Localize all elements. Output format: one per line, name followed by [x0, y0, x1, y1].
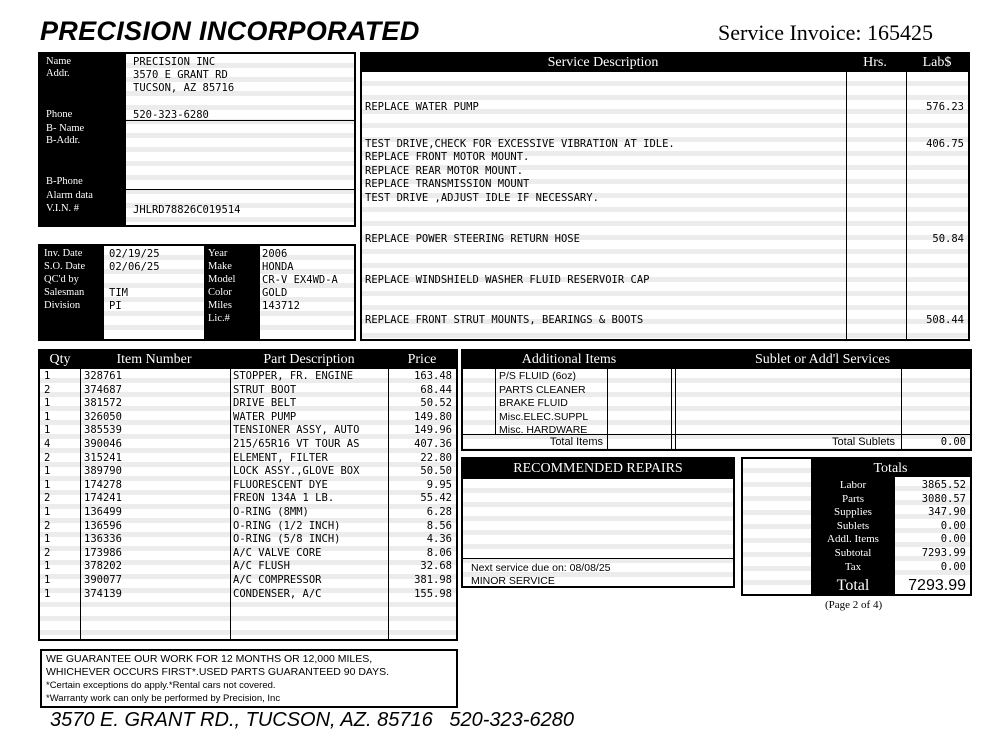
- part-item-number: 390077: [84, 574, 122, 586]
- table-row: [40, 506, 456, 520]
- part-price: 8.06: [426, 546, 452, 559]
- vin-label: V.I.N. #: [46, 203, 80, 214]
- price-header: Price: [407, 352, 437, 367]
- totals-header: [811, 459, 970, 477]
- table-row: [40, 370, 456, 384]
- part-qty: 1: [44, 587, 51, 600]
- service-amount: 50.84: [932, 233, 964, 245]
- lic-label: Lic.#: [208, 313, 230, 324]
- table-row: [40, 397, 456, 411]
- additional-items-list: [499, 370, 607, 438]
- table-row: [40, 465, 456, 479]
- baddr-label: B-Addr.: [46, 135, 81, 146]
- part-description: 215/65R16 VT TOUR AS: [233, 438, 360, 450]
- parts-box: [38, 349, 458, 641]
- part-description: ELEMENT, FILTER: [233, 451, 328, 464]
- recommended-header: RECOMMENDED REPAIRS: [463, 459, 733, 479]
- footer-address: 3570 E. GRANT RD., TUCSON, AZ. 85716 520-323-6280: [50, 709, 574, 731]
- service-line: TEST DRIVE ,ADJUST IDLE IF NECESSARY.: [365, 191, 599, 204]
- totals-label: Subtotal: [834, 547, 872, 559]
- part-item-number: 378202: [84, 560, 122, 573]
- part-price: 32.68: [420, 560, 452, 573]
- totals-label: Labor: [839, 479, 867, 491]
- part-qty: 1: [44, 506, 51, 518]
- part-price: 163.48: [414, 370, 452, 382]
- part-price: 9.95: [426, 478, 452, 491]
- part-price: 8.56: [426, 519, 452, 532]
- part-qty: 1: [44, 574, 51, 586]
- part-qty: 1: [44, 560, 51, 573]
- part-qty: 1: [44, 397, 51, 410]
- part-qty: 1: [44, 478, 51, 491]
- company-name: PRECISION INCORPORATED: [40, 16, 420, 46]
- grand-total-label-text: Total: [836, 577, 870, 594]
- part-price: 149.80: [414, 410, 452, 423]
- totals-box: [741, 457, 972, 596]
- part-item-number: 174241: [84, 492, 122, 505]
- service-list: [362, 72, 968, 339]
- color-label: Color: [208, 287, 232, 298]
- guarantee-line-3: *Certain exceptions do apply.*Rental cars not covered.: [46, 680, 276, 691]
- additional-item: Misc.ELEC.SUPPL: [499, 410, 589, 423]
- part-item-number: 381572: [84, 397, 122, 410]
- table-row: [40, 438, 456, 452]
- part-description: A/C FLUSH: [233, 560, 290, 573]
- service-line: REPLACE TRANSMISSION MOUNT: [365, 178, 530, 191]
- customer-addr1: 3570 E GRANT RD: [133, 69, 228, 81]
- make-value: HONDA: [262, 261, 294, 273]
- table-row: [40, 588, 456, 602]
- guarantee-line-4: *Warranty work can only be performed by Precision, Inc: [46, 693, 281, 704]
- total-items-label: Total Items: [549, 436, 603, 448]
- totals-value: 347.90: [928, 506, 966, 519]
- vehicle-label-column: [204, 246, 260, 339]
- name-label: Name: [46, 56, 72, 67]
- service-line: REPLACE FRONT MOTOR MOUNT.: [365, 151, 530, 164]
- inv-date-label: Inv. Date: [44, 248, 83, 259]
- service-line: TEST DRIVE,CHECK FOR EXCESSIVE VIBRATION AT IDLE.: [365, 138, 675, 150]
- part-item-number: 136499: [84, 506, 122, 518]
- totals-value: 7293.99: [921, 547, 966, 559]
- totals-label: Tax: [844, 560, 862, 573]
- totals-label: Parts: [842, 492, 864, 505]
- total-sublets-value: 0.00: [940, 436, 966, 448]
- guarantee-line-1: WE GUARANTEE OUR WORK FOR 12 MONTHS OR 12,000 MILES,: [46, 653, 373, 665]
- part-price: 68.44: [420, 383, 452, 396]
- part-price: 149.96: [414, 424, 452, 437]
- customer-addr2: TUCSON, AZ 85716: [133, 82, 235, 94]
- lab-header: Lab$: [922, 55, 952, 70]
- table-row: [40, 411, 456, 425]
- part-description: A/C COMPRESSOR: [233, 574, 322, 586]
- part-description: A/C VALVE CORE: [233, 546, 322, 559]
- part-description: TENSIONER ASSY, AUTO: [233, 424, 360, 437]
- part-price: 381.98: [414, 574, 452, 586]
- part-item-number: 390046: [84, 438, 122, 450]
- part-description: STOPPER, FR. ENGINE: [233, 370, 354, 382]
- color-value: GOLD: [262, 287, 288, 299]
- table-row: [40, 520, 456, 534]
- guarantee-box: [40, 649, 458, 708]
- part-qty: 2: [44, 492, 51, 505]
- hrs-header: Hrs.: [863, 55, 887, 70]
- model-value: CR-V EX4WD-A: [262, 274, 338, 286]
- make-label: Make: [208, 261, 232, 272]
- year-label: Year: [208, 248, 228, 259]
- additional-item: P/S FLUID (6oz): [499, 370, 577, 382]
- part-price: 155.98: [414, 587, 452, 600]
- part-qty: 2: [44, 546, 51, 559]
- part-qty: 2: [44, 519, 51, 532]
- order-label-column: [40, 246, 104, 339]
- alarm-label: Alarm data: [46, 190, 93, 201]
- totals-label: Sublets: [836, 519, 870, 532]
- year-value: 2006: [262, 248, 288, 260]
- additional-item: Misc. HARDWARE: [499, 424, 588, 437]
- part-description: WATER PUMP: [233, 410, 297, 423]
- table-row: [40, 533, 456, 547]
- item-number-header: Item Number: [116, 352, 192, 367]
- part-desc-header: Part Description: [263, 352, 355, 367]
- part-item-number: 174278: [84, 478, 122, 491]
- inv-date-value: 02/19/25: [109, 248, 160, 260]
- part-qty: 1: [44, 424, 51, 437]
- table-row: [40, 560, 456, 574]
- part-price: 50.52: [420, 397, 452, 410]
- model-label: Model: [208, 274, 236, 285]
- part-qty: 1: [44, 465, 51, 478]
- totals-value: 0.00: [940, 560, 966, 573]
- totals-label-column: [811, 477, 895, 575]
- recommended-box: [461, 457, 735, 588]
- table-row: [40, 424, 456, 438]
- service-line: REPLACE REAR MOTOR MOUNT.: [365, 164, 524, 177]
- invoice-title: Service Invoice: 165425: [718, 20, 934, 45]
- part-qty: 1: [44, 533, 51, 546]
- guarantee-line-2: WHICHEVER OCCURS FIRST*.USED PARTS GUARANTEED 90 DAYS.: [46, 666, 390, 678]
- totals-header-text: Totals: [873, 461, 908, 476]
- table-row: [40, 479, 456, 493]
- table-row: [40, 384, 456, 398]
- part-qty: 2: [44, 383, 51, 396]
- part-description: FREON 134A 1 LB.: [233, 492, 335, 505]
- part-item-number: 326050: [84, 410, 122, 423]
- customer-box: [38, 52, 356, 227]
- part-item-number: 173986: [84, 546, 122, 559]
- salesman-label: Salesman: [44, 287, 85, 298]
- bphone-label: B-Phone: [46, 176, 83, 187]
- part-price: 22.80: [420, 451, 452, 464]
- table-row: [40, 492, 456, 506]
- page-indicator: (Page 2 of 4): [825, 599, 883, 611]
- service-desc-header: Service Description: [547, 55, 659, 70]
- miles-value: 143712: [262, 300, 300, 312]
- part-description: STRUT BOOT: [233, 383, 297, 396]
- part-qty: 4: [44, 438, 51, 450]
- table-row: [40, 547, 456, 561]
- bname-label: B- Name: [46, 123, 85, 134]
- miles-label: Miles: [208, 300, 232, 311]
- part-item-number: 385539: [84, 424, 122, 437]
- part-description: CONDENSER, A/C: [233, 587, 322, 600]
- service-line: REPLACE WINDSHIELD WASHER FLUID RESERVOIR CAP: [365, 274, 650, 286]
- division-value: PI: [109, 300, 122, 312]
- part-price: 50.50: [420, 465, 452, 478]
- qty-header: Qty: [49, 352, 71, 367]
- part-price: 407.36: [414, 438, 452, 450]
- service-box: [360, 52, 970, 341]
- sublet-header: Sublet or Add'l Services: [754, 352, 891, 367]
- totals-value-column: [895, 477, 966, 575]
- part-item-number: 389790: [84, 465, 122, 478]
- division-label: Division: [44, 300, 81, 311]
- service-line: REPLACE POWER STEERING RETURN HOSE: [365, 233, 580, 245]
- part-qty: 1: [44, 410, 51, 423]
- next-service: Next service due on: 08/08/25: [471, 562, 611, 574]
- phone-label: Phone: [46, 109, 73, 120]
- order-box: [38, 244, 356, 341]
- totals-value: 3080.57: [921, 492, 966, 505]
- additional-sublet-box: [461, 349, 972, 451]
- parts-list: [40, 370, 456, 639]
- service-amount: 576.23: [926, 101, 964, 113]
- addr-label: Addr.: [46, 68, 70, 79]
- part-qty: 2: [44, 451, 51, 464]
- totals-label: Supplies: [834, 506, 872, 519]
- table-row: [40, 574, 456, 588]
- part-item-number: 315241: [84, 451, 122, 464]
- part-item-number: 136336: [84, 533, 122, 546]
- part-description: DRIVE BELT: [233, 397, 297, 410]
- vin-value: JHLRD78826C019514: [133, 204, 241, 216]
- salesman-value: TIM: [109, 287, 128, 299]
- totals-value: 0.00: [940, 533, 966, 546]
- so-date-label: S.O. Date: [44, 261, 86, 272]
- customer-phone: 520-323-6280: [133, 109, 209, 121]
- additional-sublet-header: [463, 351, 970, 369]
- customer-label-column: [40, 54, 126, 225]
- service-line: REPLACE WATER PUMP: [365, 101, 479, 113]
- part-price: 4.36: [426, 533, 452, 546]
- part-item-number: 328761: [84, 370, 122, 382]
- part-description: FLUORESCENT DYE: [233, 478, 328, 491]
- service-header: [362, 54, 968, 72]
- part-item-number: 374687: [84, 383, 122, 396]
- part-price: 55.42: [420, 492, 452, 505]
- totals-value: 0.00: [940, 519, 966, 532]
- part-description: O-RING (8MM): [233, 506, 309, 518]
- parts-header: [40, 351, 456, 369]
- customer-name: PRECISION INC: [133, 56, 216, 68]
- part-price: 6.28: [426, 506, 452, 518]
- additional-items-header: Additional Items: [521, 352, 617, 367]
- grand-total-label: [811, 575, 895, 594]
- part-item-number: 374139: [84, 587, 122, 600]
- so-date-value: 02/06/25: [109, 261, 160, 273]
- totals-label: Addl. Items: [827, 533, 879, 546]
- grand-total-value: 7293.99: [895, 575, 970, 594]
- service-line: REPLACE FRONT STRUT MOUNTS, BEARINGS & BOOTS: [365, 314, 644, 326]
- part-item-number: 136596: [84, 519, 122, 532]
- totals-value: 3865.52: [921, 479, 966, 491]
- service-amount: 406.75: [926, 138, 964, 150]
- additional-item: BRAKE FLUID: [499, 397, 568, 410]
- part-qty: 1: [44, 370, 51, 382]
- table-row: [40, 452, 456, 466]
- service-amount: 508.44: [926, 314, 964, 326]
- total-sublets-label: Total Sublets: [832, 436, 895, 448]
- additional-item: PARTS CLEANER: [499, 383, 586, 396]
- part-description: LOCK ASSY.,GLOVE BOX: [233, 465, 360, 478]
- minor-service: MINOR SERVICE: [471, 575, 555, 587]
- qc-label: QC'd by: [44, 274, 79, 285]
- part-description: O-RING (1/2 INCH): [233, 519, 341, 532]
- part-description: O-RING (5/8 INCH): [233, 533, 341, 546]
